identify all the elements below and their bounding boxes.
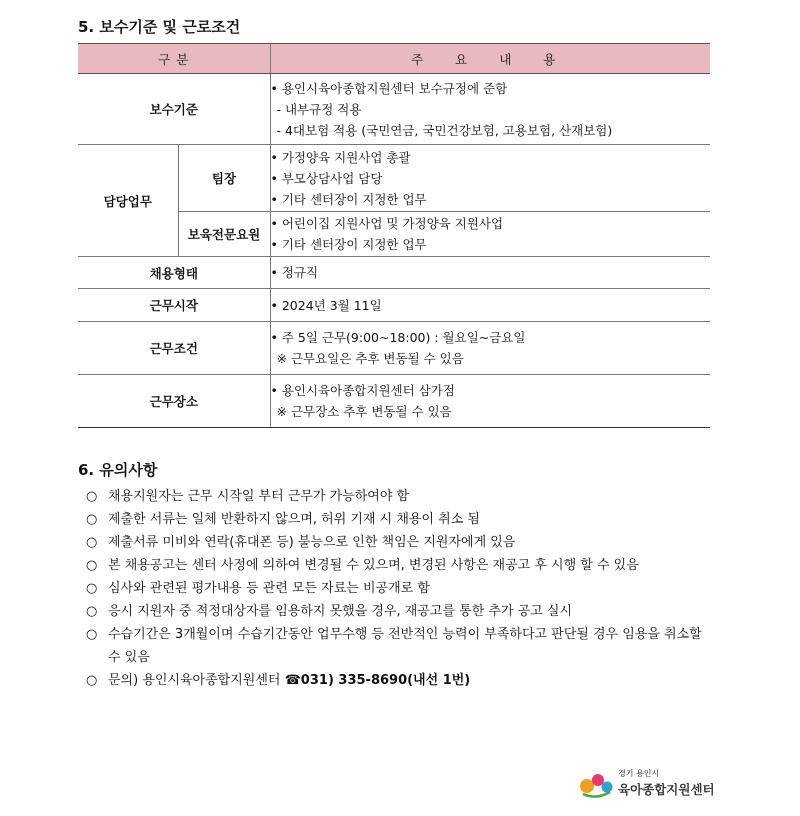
leader-line-3: • 기타 센터장이 지정한 업무 <box>271 189 711 210</box>
specialist-line-1: • 어린이집 지원사업 및 가정양육 지원사업 <box>271 213 711 234</box>
location-label: 근무장소 <box>78 375 270 428</box>
bullet-circle-icon: ○ <box>86 535 98 550</box>
specialist-label: 보육전문요원 <box>178 212 270 257</box>
row-pay <box>78 74 710 145</box>
employment-value: • 정규직 <box>271 262 711 283</box>
start-label: 근무시작 <box>78 289 270 322</box>
duty-label: 담당업무 <box>78 145 178 257</box>
row-conditions <box>78 322 710 375</box>
start-value: • 2024년 3월 11일 <box>271 295 711 316</box>
bullet-circle-icon: ○ <box>86 673 98 688</box>
list-item: ○ 제출서류 미비와 연락(휴대폰 등) 불능으로 인한 책임은 지원자에게 있음 <box>86 531 716 554</box>
specialist-line-2: • 기타 센터장이 지정한 업무 <box>271 234 711 255</box>
section-6-title: 6. 유의사항 <box>78 461 158 479</box>
bullet-circle-icon: ○ <box>86 627 98 642</box>
leader-label: 팀장 <box>178 145 270 212</box>
list-item: ○ 수습기간은 3개월이며 수습기간동안 업무수행 등 전반적인 능력이 부족하다고 판단될 경우 임용을 취소할 수 있음 <box>86 623 716 669</box>
contact-prefix: 문의) 용인시육아종합지원센터 <box>108 673 281 688</box>
pay-label: 보수기준 <box>78 74 270 145</box>
contact-phone: ☎031) 335-8690(내선 1번) <box>284 673 471 688</box>
leader-line-2: • 부모상담사업 담당 <box>271 168 711 189</box>
specialist-content <box>270 212 710 257</box>
employment-label: 채용형태 <box>78 257 270 289</box>
header-category: 구 분 <box>78 44 270 74</box>
bullet-circle-icon: ○ <box>86 604 98 619</box>
row-location <box>78 375 710 428</box>
pay-content <box>270 74 710 145</box>
employment-content <box>270 257 710 289</box>
pay-line-2: - 내부규정 적용 <box>276 101 362 117</box>
leader-line-1: • 가정양육 지원사업 총괄 <box>271 147 711 168</box>
conditions-line-2: ※ 근무요일은 추후 변동될 수 있음 <box>276 351 464 366</box>
conditions-content <box>270 322 710 375</box>
notice-list <box>86 485 716 692</box>
list-item: ○ 채용지원자는 근무 시작일 부터 근무가 가능하여야 함 <box>86 485 716 508</box>
bullet-circle-icon: ○ <box>86 512 98 527</box>
row-duty-leader <box>78 145 710 212</box>
bullet-circle-icon: ○ <box>86 489 98 504</box>
location-line-2: ※ 근무장소 추후 변동될 수 있음 <box>276 404 452 419</box>
center-logo <box>578 766 718 800</box>
logo-title: 육아종합지원센터 <box>618 782 715 797</box>
start-content <box>270 289 710 322</box>
bullet-circle-icon: ○ <box>86 558 98 573</box>
location-line-1: • 용인시육아종합지원센터 삼가점 <box>271 380 711 401</box>
list-item: ○ 본 채용공고는 센터 사정에 의하여 변경될 수 있으며, 변경된 사항은 재공고 후 시행 할 수 있음 <box>86 554 716 577</box>
table-header-row <box>78 44 710 74</box>
header-content: 주 요 내 용 <box>270 44 710 74</box>
row-employment <box>78 257 710 289</box>
pay-conditions-table <box>78 43 710 428</box>
list-item: ○ 응시 지원자 중 적정대상자를 임용하지 못했을 경우, 재공고를 통한 추가 공고 실시 <box>86 600 716 623</box>
list-item: ○ 제출한 서류는 일체 반환하지 않으며, 허위 기재 시 채용이 취소 됨 <box>86 508 716 531</box>
conditions-line-1: • 주 5일 근무(9:00~18:00) : 월요일~금요일 <box>271 327 711 348</box>
location-content <box>270 375 710 428</box>
pay-line-3: - 4대보험 적용 (국민연금, 국민건강보험, 고용보험, 산재보험) <box>276 122 613 138</box>
logo-subtitle: 경기 용인시 <box>618 769 660 778</box>
list-item: ○ 심사와 관련된 평가내용 등 관련 모든 자료는 비공개로 함 <box>86 577 716 600</box>
conditions-label: 근무조건 <box>78 322 270 375</box>
section-5-title: 5. 보수기준 및 근로조건 <box>78 18 241 36</box>
contact-item <box>86 669 716 692</box>
row-start <box>78 289 710 322</box>
center-logo-icon <box>578 768 614 798</box>
pay-line-1: • 용인시육아종합지원센터 보수규정에 준함 <box>271 78 711 99</box>
leader-content <box>270 145 710 212</box>
bullet-circle-icon: ○ <box>86 581 98 596</box>
